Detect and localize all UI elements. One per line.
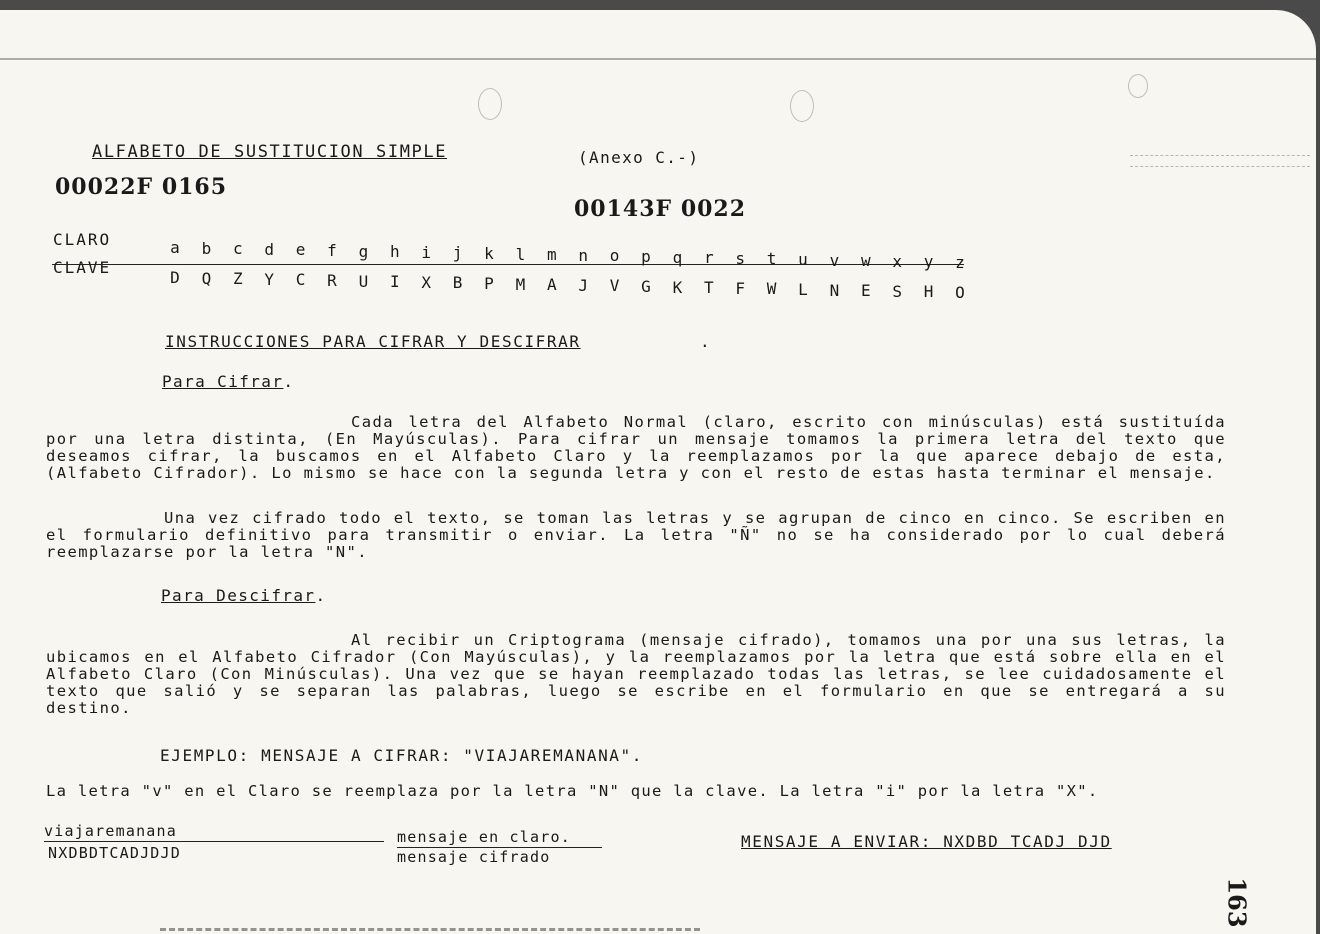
claro-letter-r: r (703, 248, 714, 268)
cipher-message-label: mensaje cifrado (397, 848, 551, 866)
claro-letter-b: b (201, 238, 212, 258)
cifrar-paragraph-1: Cada letra del Alfabeto Normal (claro, escrito con minúsculas) está sustituída por una letra distinta, (En Mayúsculas). Para cifrar un mensaje tomamos la primera letra del texto que deseamos cifrar, la buscamos en el Alfabeto Claro y la reemplazamos por la que aparece debajo de esta,(Alfabeto Cifrador). Lo mismo se hace con la segunda letra y con el resto de estas hasta terminar el mensaje. (46, 413, 1226, 482)
clave-letter-J: J (578, 275, 588, 295)
margin-dashes (1130, 155, 1310, 167)
example-explanation: La letra "v" en el Claro se reemplaza por la letra "N" que la clave. La letra "i" por la letra "X". (46, 782, 1099, 800)
claro-letter-y: y (923, 252, 934, 272)
claro-letter-t: t (766, 249, 777, 269)
top-rule (0, 58, 1316, 60)
clave-letter-M: M (515, 274, 526, 294)
example-line: EJEMPLO: MENSAJE A CIFRAR: "VIAJAREMANANA". (160, 746, 644, 765)
clave-letter-Q: Q (201, 268, 212, 288)
claro-letter-x: x (892, 251, 902, 271)
clave-letter-N: N (829, 280, 840, 300)
clave-letter-O: O (955, 283, 965, 302)
cipher-message: NXDBDTCADJDJD (48, 844, 181, 862)
claro-letter-c: c (232, 239, 243, 259)
clave-letter-W: W (766, 279, 777, 299)
heading-period: . (700, 332, 710, 351)
claro-letter-s: s (735, 248, 745, 268)
clave-letter-C: C (295, 270, 306, 290)
claro-letter-n: n (578, 245, 588, 265)
descifrar-heading: Para Descifrar. (161, 586, 327, 605)
annex-label: (Anexo C.-) (578, 148, 700, 167)
clave-letter-K: K (672, 277, 683, 297)
claro-letter-p: p (641, 247, 651, 266)
clave-letter-D: D (170, 268, 180, 287)
claro-letter-g: g (358, 241, 369, 261)
claro-letter-d: d (264, 239, 274, 259)
clave-letter-S: S (892, 281, 902, 301)
claro-letter-f: f (327, 241, 337, 260)
claro-letter-e: e (295, 240, 306, 260)
clave-letter-X: X (421, 272, 431, 292)
plain-message-label: mensaje en claro. (397, 828, 602, 848)
claro-letter-l: l (515, 244, 526, 264)
document-title: ALFABETO DE SUSTITUCION SIMPLE (92, 142, 448, 162)
punch-hole (1128, 74, 1148, 98)
clave-letter-Z: Z (232, 269, 243, 289)
punch-hole (478, 88, 502, 120)
claro-letter-m: m (546, 245, 557, 265)
clave-letter-V: V (609, 276, 620, 296)
message-to-send: MENSAJE A ENVIAR: NXDBD TCADJ DJD (741, 832, 1112, 851)
clave-letter-F: F (735, 278, 745, 298)
clave-label: CLAVE (53, 258, 112, 277)
clave-letter-A: A (546, 275, 557, 295)
page-number: 163 (1222, 877, 1252, 928)
clave-letter-T: T (703, 278, 714, 298)
clave-letter-Y: Y (264, 269, 274, 289)
document-page (0, 10, 1316, 934)
claro-letter-a: a (170, 238, 180, 257)
stamp-number-left: 00022F 0165 (55, 174, 228, 200)
clave-letter-H: H (923, 282, 934, 302)
claro-letter-k: k (484, 244, 494, 263)
claro-letter-j: j (452, 243, 463, 263)
instructions-heading: INSTRUCCIONES PARA CIFRAR Y DESCIFRAR (165, 332, 581, 351)
clave-letter-P: P (484, 274, 494, 293)
claro-letter-i: i (421, 242, 431, 262)
claro-letter-h: h (389, 242, 400, 262)
cifrar-paragraph-2: Una vez cifrado todo el texto, se toman las letras y se agrupan de cinco en cinco. Se escriben en el formulario definitivo para transmitir o enviar. La letra "Ñ" no se ha considerado por lo cual deberá reemplazarse por la letra "N". (46, 509, 1226, 561)
cifrar-heading: Para Cifrar. (162, 372, 295, 391)
claro-label: CLARO (53, 230, 112, 249)
punch-hole (790, 90, 814, 122)
clave-letter-G: G (641, 277, 651, 296)
claro-letter-v: v (829, 250, 840, 270)
claro-letter-q: q (672, 247, 683, 267)
clave-letter-R: R (327, 271, 337, 290)
clave-letter-U: U (358, 271, 369, 291)
clave-letter-L: L (798, 280, 808, 299)
claro-letter-o: o (609, 246, 620, 266)
bottom-dashes (160, 928, 700, 931)
descifrar-paragraph: Al recibir un Criptograma (mensaje cifrado), tomamos una por una sus letras, la ubicamos en el Alfabeto Cifrador (Con Mayúsculas), y la reemplazamos por la letra que está sobre ella en el Alfabeto Claro (Con Minúsculas). Una vez que se hayan reemplazado todas las letras, se lee cuidadosamente el texto que salió y se separan las palabras, luego se escribe en el formulario en que se entregará a su destino. (46, 631, 1226, 717)
stamp-number-center: 00143F 0022 (574, 196, 747, 222)
clave-letter-I: I (389, 272, 400, 292)
plain-message: viajaremanana (44, 822, 384, 842)
claro-letter-u: u (798, 250, 808, 269)
claro-letter-z: z (955, 253, 965, 272)
clave-letter-B: B (452, 273, 463, 293)
claro-letter-w: w (860, 251, 871, 271)
clave-letter-E: E (860, 281, 871, 301)
